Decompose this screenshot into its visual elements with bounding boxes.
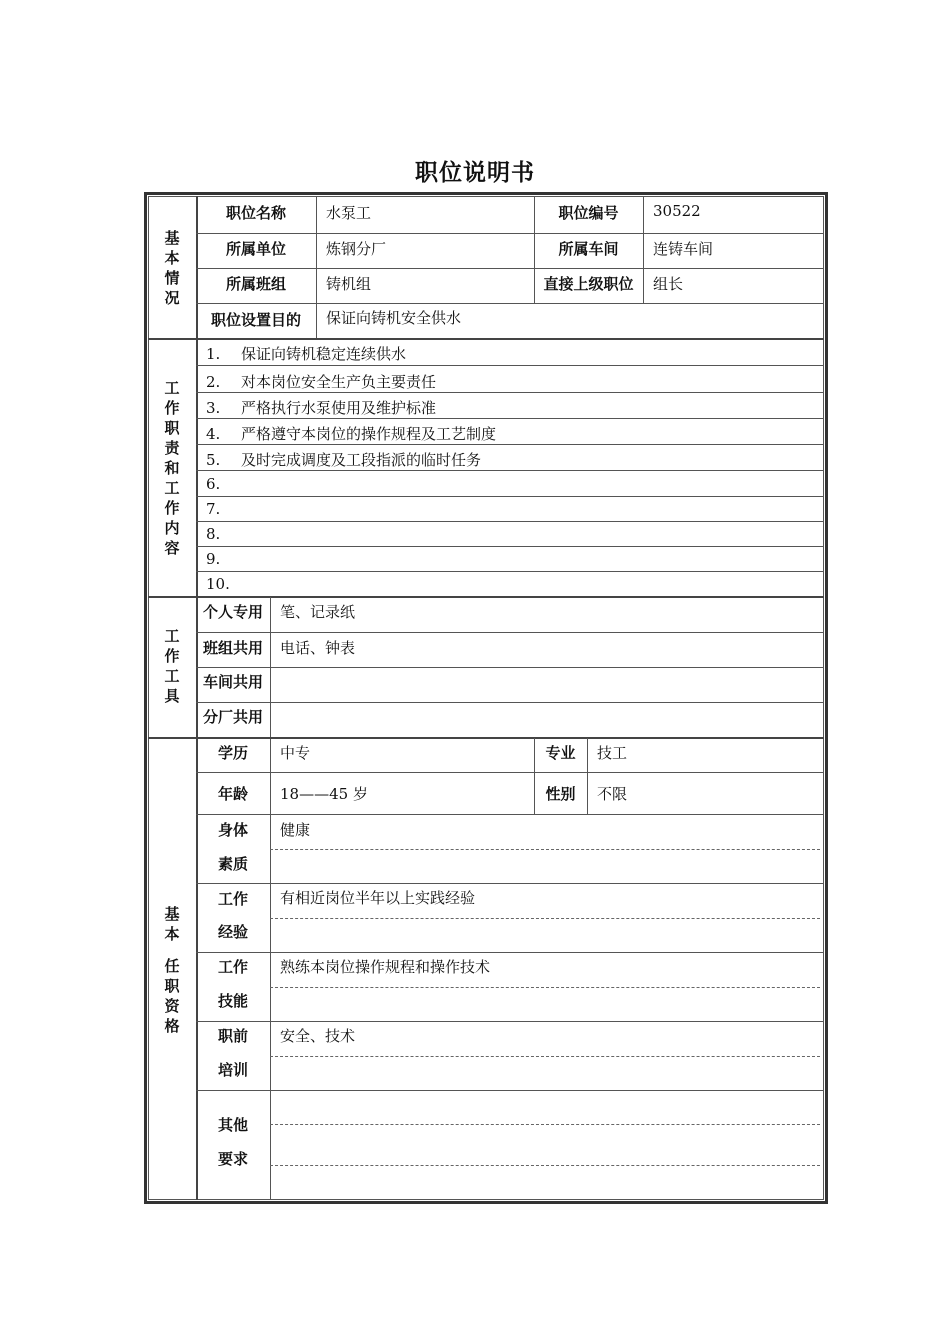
section-basic-info — [148, 228, 196, 308]
position-name-value: 水泵工 — [326, 204, 372, 222]
team-value: 铸机组 — [326, 275, 372, 293]
duty-number: 4. — [206, 425, 221, 443]
duty-item — [206, 343, 406, 364]
row-divider — [196, 303, 824, 304]
workshop-value: 连铸车间 — [653, 240, 714, 258]
row-divider — [196, 392, 824, 393]
superior-value: 组长 — [653, 275, 684, 293]
tool-value: 笔、记录纸 — [280, 603, 356, 621]
row-divider — [196, 952, 824, 953]
experience-value: 有相近岗位半年以上实践经验 — [280, 889, 476, 907]
underline — [270, 918, 820, 919]
duty-text: 及时完成调度及工段指派的临时任务 — [241, 451, 482, 469]
tool-label: 班组共用 — [202, 639, 263, 657]
duty-item — [206, 423, 496, 444]
skills-value: 熟练本岗位操作规程和操作技术 — [280, 958, 491, 976]
section-qualifications-label-2: 任职资格 — [164, 957, 180, 1035]
duty-number: 10. — [206, 575, 230, 593]
row-divider — [196, 667, 824, 668]
duty-item — [206, 500, 241, 518]
duty-number: 2. — [206, 373, 221, 391]
training-label-1: 职前 — [217, 1027, 248, 1045]
position-no-value: 30522 — [653, 202, 701, 220]
row-divider — [196, 1021, 824, 1022]
duty-item — [206, 575, 241, 593]
duty-number: 6. — [206, 475, 221, 493]
row-divider — [196, 233, 824, 234]
duty-text: 保证向铸机稳定连续供水 — [241, 345, 407, 363]
row-divider — [196, 772, 824, 773]
duty-item — [206, 475, 241, 493]
col-divider — [316, 196, 317, 338]
underline — [270, 987, 820, 988]
age-label: 年龄 — [217, 785, 248, 803]
row-divider — [196, 883, 824, 884]
team-label: 所属班组 — [225, 275, 286, 293]
underline — [270, 1124, 820, 1125]
duty-text: 对本岗位安全生产负主要责任 — [241, 373, 437, 391]
section-divider — [148, 338, 824, 340]
workshop-label: 所属车间 — [558, 240, 619, 258]
duty-item — [206, 397, 436, 418]
training-label-2: 培训 — [217, 1061, 248, 1079]
section-duties-label: 工作职责和工作内容 — [164, 379, 180, 557]
row-divider — [196, 632, 824, 633]
education-value: 中专 — [280, 744, 311, 762]
purpose-label: 职位设置目的 — [210, 311, 301, 329]
training-value: 安全、技术 — [280, 1027, 356, 1045]
duty-number: 8. — [206, 525, 221, 543]
row-divider — [196, 470, 824, 471]
row-divider — [196, 496, 824, 497]
section-basic-info-label: 基本情况 — [164, 229, 180, 307]
col-divider — [587, 738, 588, 814]
row-divider — [196, 521, 824, 522]
section-duties — [148, 378, 196, 558]
row-divider — [196, 571, 824, 572]
duty-number: 7. — [206, 500, 221, 518]
other-label-1: 其他 — [217, 1116, 248, 1134]
experience-label-2: 经验 — [217, 923, 248, 941]
col-divider — [643, 196, 644, 303]
skills-label-1: 工作 — [217, 958, 248, 976]
underline — [270, 1056, 820, 1057]
document-title: 职位说明书 — [415, 160, 535, 186]
section-tools — [148, 626, 196, 706]
row-divider — [196, 814, 824, 815]
physical-value: 健康 — [280, 821, 311, 839]
duty-number: 5. — [206, 451, 221, 469]
section-column-divider — [196, 196, 198, 1200]
duty-number: 1. — [206, 345, 221, 363]
row-divider — [196, 365, 824, 366]
duty-item — [206, 525, 241, 543]
tool-value: 电话、钟表 — [280, 639, 356, 657]
row-divider — [196, 444, 824, 445]
position-no-label: 职位编号 — [558, 204, 619, 222]
underline — [270, 1165, 820, 1166]
major-value: 技工 — [597, 744, 628, 762]
duty-item — [206, 449, 481, 470]
row-divider — [196, 268, 824, 269]
tool-label: 车间共用 — [202, 673, 263, 691]
section-divider — [148, 737, 824, 739]
age-value: 18——45 岁 — [280, 785, 368, 803]
tool-label: 分厂共用 — [202, 708, 263, 726]
section-qualifications — [148, 904, 196, 1036]
section-divider — [148, 596, 824, 598]
duty-text: 严格执行水泵使用及维护标准 — [241, 399, 437, 417]
col-divider — [270, 597, 271, 1200]
position-name-label: 职位名称 — [225, 204, 286, 222]
duty-item — [206, 550, 241, 568]
underline — [270, 849, 820, 850]
duty-number: 3. — [206, 399, 221, 417]
duty-item — [206, 371, 436, 392]
row-divider — [196, 546, 824, 547]
row-divider — [196, 418, 824, 419]
duty-number: 9. — [206, 550, 221, 568]
superior-label: 直接上级职位 — [543, 275, 634, 293]
section-tools-label: 工作工具 — [164, 627, 180, 705]
section-qualifications-label-1: 基本 — [164, 905, 180, 943]
skills-label-2: 技能 — [217, 992, 248, 1010]
other-label-2: 要求 — [217, 1150, 248, 1168]
gender-label: 性别 — [545, 785, 576, 803]
tool-label: 个人专用 — [202, 603, 263, 621]
major-label: 专业 — [545, 744, 576, 762]
experience-label-1: 工作 — [217, 890, 248, 908]
row-divider — [196, 702, 824, 703]
education-label: 学历 — [217, 744, 248, 762]
unit-value: 炼钢分厂 — [326, 240, 387, 258]
purpose-value: 保证向铸机安全供水 — [326, 309, 462, 327]
row-divider — [196, 1090, 824, 1091]
gender-value: 不限 — [597, 785, 628, 803]
physical-label-1: 身体 — [217, 821, 248, 839]
physical-label-2: 素质 — [217, 855, 248, 873]
unit-label: 所属单位 — [225, 240, 286, 258]
duty-text: 严格遵守本岗位的操作规程及工艺制度 — [241, 425, 497, 443]
